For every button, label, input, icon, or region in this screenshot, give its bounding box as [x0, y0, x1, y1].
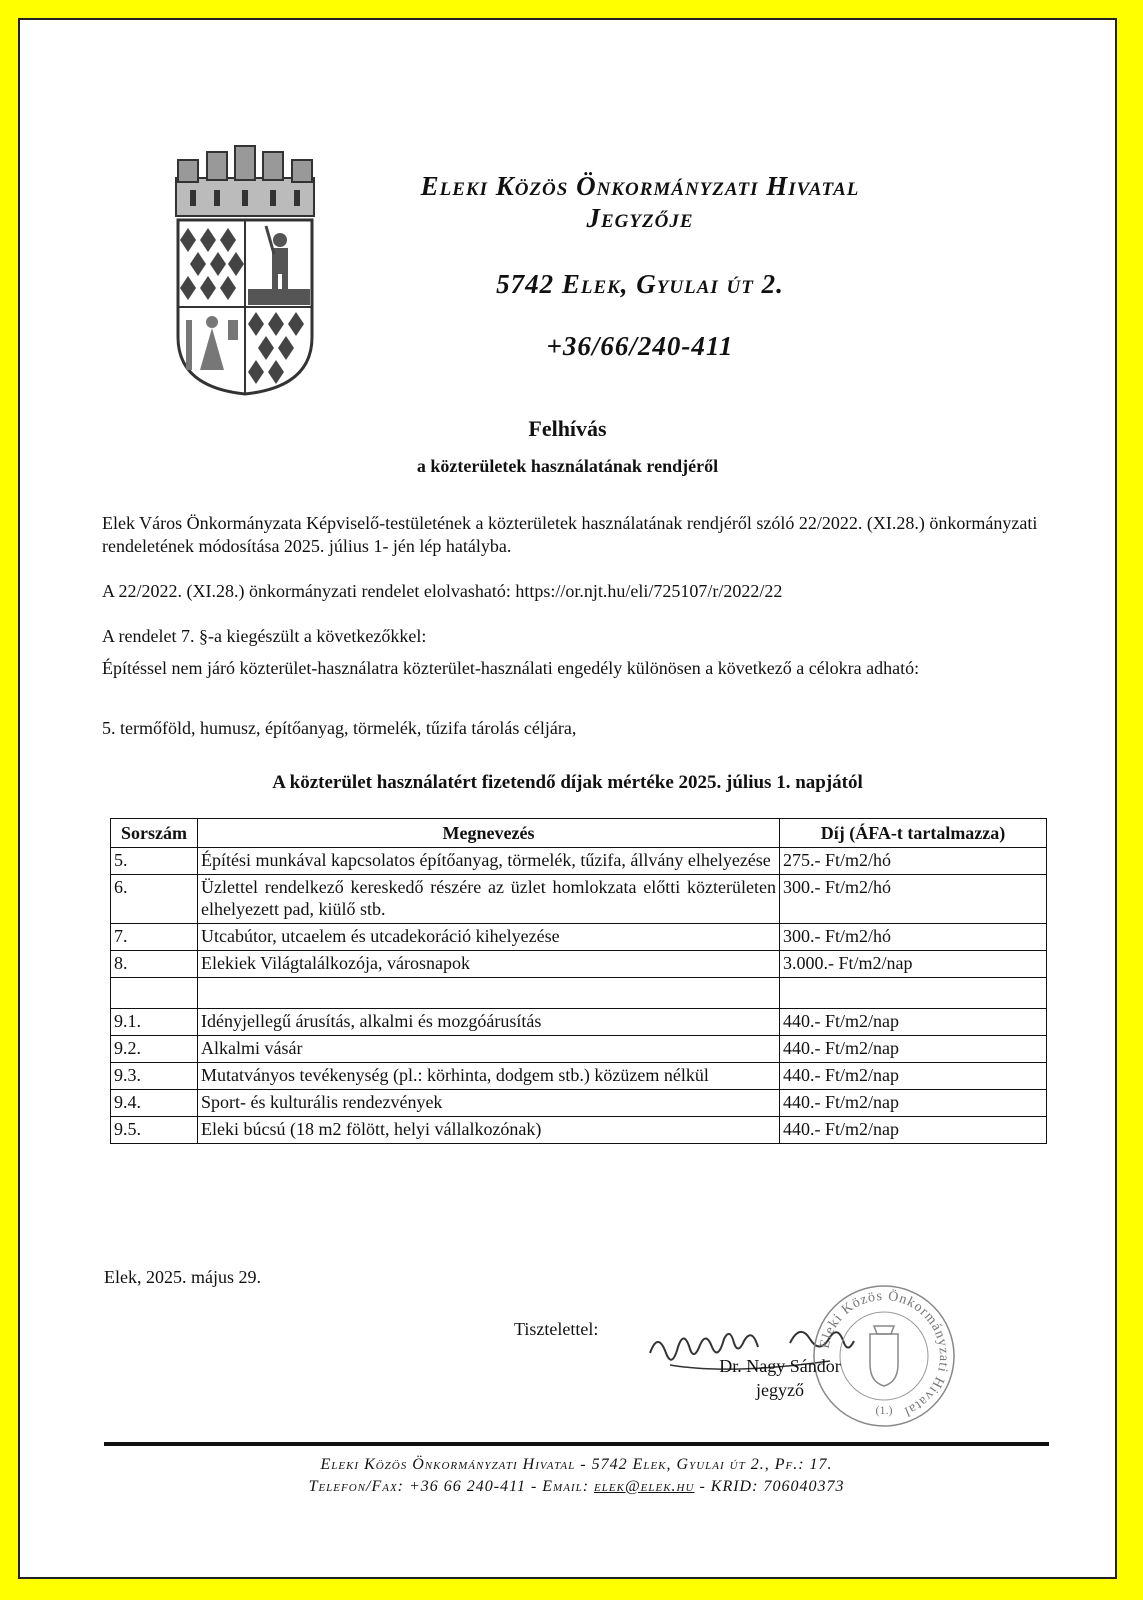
document-page	[18, 18, 1117, 1579]
row-fee	[780, 978, 1047, 1009]
row-number	[111, 978, 198, 1009]
table-title: A közterület használatért fizetendő díjak mértéke 2025. július 1. napjától	[272, 772, 863, 793]
table-row	[111, 1063, 1047, 1090]
row-number: 9.1.	[111, 1009, 198, 1036]
row-fee: 440.- Ft/m2/nap	[780, 1036, 1047, 1063]
table-row	[111, 875, 1047, 924]
row-description: Idényjellegű árusítás, alkalmi és mozgóárusítás	[198, 1009, 780, 1036]
table-row	[111, 1090, 1047, 1117]
row-number: 9.2.	[111, 1036, 198, 1063]
table-row	[111, 1009, 1047, 1036]
row-fee: 300.- Ft/m2/hó	[780, 924, 1047, 951]
closing: Tisztelettel:	[514, 1319, 599, 1339]
office-name: Eleki Közös Önkormányzati Hivatal	[420, 171, 860, 201]
paragraph: A 22/2022. (XI.28.) önkormányzati rendelet elolvasható: https://or.njt.hu/eli/725107/r/2022/22	[102, 581, 783, 601]
column-header: Megnevezés	[198, 819, 780, 848]
document-title: Felhívás	[528, 416, 607, 441]
row-description: Mutatványos tevékenység (pl.: körhinta, dodgem stb.) közüzem nélkül	[198, 1063, 780, 1090]
fee-table	[110, 818, 1047, 1144]
table-row	[111, 924, 1047, 951]
office-subtitle: Jegyzője	[586, 203, 694, 233]
row-number: 9.5.	[111, 1117, 198, 1144]
letterhead	[350, 170, 930, 362]
coat-of-arms-icon	[170, 142, 320, 397]
paragraph: Elek Város Önkormányzata Képviselő-testületének a közterületek használatának rendjéről szóló 22/2022. (XI.28.) önkormányzati rendeletének módosítása 2025. július 1- jén lép hatályba.	[102, 513, 1038, 556]
row-description: Elekiek Világtalálkozója, városnapok	[198, 951, 780, 978]
table-row	[111, 848, 1047, 875]
table-header-row	[111, 819, 1047, 848]
paragraph: Építéssel nem járó közterület-használatra közterület-használati engedély különösen a következő a célokra adható:	[102, 658, 920, 678]
paragraph: A rendelet 7. §-a kiegészült a következőkkel:	[102, 626, 427, 646]
row-description: Alkalmi vásár	[198, 1036, 780, 1063]
row-description: Üzlettel rendelkező kereskedő részére az üzlet homlokzata előtti közterületen elhelyezett pad, kiülő stb.	[198, 875, 780, 924]
footer-divider	[104, 1442, 1049, 1446]
footer-krid: - KRID: 706040373	[694, 1478, 845, 1495]
row-number: 9.4.	[111, 1090, 198, 1117]
stamp-number: (1.)	[875, 1403, 893, 1417]
row-fee: 440.- Ft/m2/nap	[780, 1090, 1047, 1117]
row-fee: 300.- Ft/m2/hó	[780, 875, 1047, 924]
table-row-empty	[111, 978, 1047, 1009]
column-header: Díj (ÁFA-t tartalmazza)	[780, 819, 1047, 848]
paragraph: 5. termőföld, humusz, építőanyag, törmelék, tűzifa tárolás céljára,	[102, 718, 577, 738]
row-number: 7.	[111, 924, 198, 951]
column-header: Sorszám	[111, 819, 198, 848]
place-date: Elek, 2025. május 29.	[104, 1267, 261, 1287]
office-phone: +36/66/240-411	[546, 331, 734, 361]
signer-block	[680, 1354, 880, 1402]
footer-contact	[104, 1478, 1049, 1496]
row-description: Építési munkával kapcsolatos építőanyag, törmelék, tűzifa, állvány elhelyezése	[198, 848, 780, 875]
row-number: 6.	[111, 875, 198, 924]
footer-email-link[interactable]: elek@elek.hu	[594, 1478, 695, 1495]
office-address: 5742 Elek, Gyulai út 2.	[496, 269, 784, 299]
row-description	[198, 978, 780, 1009]
row-description: Utcabútor, utcaelem és utcadekoráció kihelyezése	[198, 924, 780, 951]
row-description: Eleki búcsú (18 m2 fölött, helyi vállalkozónak)	[198, 1117, 780, 1144]
stamp-text: Eleki Közös Önkormányzati Hivatal	[817, 1288, 952, 1419]
table-row	[111, 951, 1047, 978]
row-number: 8.	[111, 951, 198, 978]
row-number: 9.3.	[111, 1063, 198, 1090]
signer-title: jegyző	[756, 1380, 804, 1400]
row-fee: 440.- Ft/m2/nap	[780, 1063, 1047, 1090]
table-row	[111, 1036, 1047, 1063]
row-description: Sport- és kulturális rendezvények	[198, 1090, 780, 1117]
document-subtitle: a közterületek használatának rendjéről	[416, 456, 719, 476]
row-fee: 3.000.- Ft/m2/nap	[780, 951, 1047, 978]
table-row	[111, 1117, 1047, 1144]
row-number: 5.	[111, 848, 198, 875]
row-fee: 440.- Ft/m2/nap	[780, 1009, 1047, 1036]
row-fee: 275.- Ft/m2/hó	[780, 848, 1047, 875]
signer-name: Dr. Nagy Sándor	[719, 1356, 841, 1376]
footer-phone: Telefon/Fax: +36 66 240-411 - Email:	[308, 1478, 595, 1495]
footer-address: Eleki Közös Önkormányzati Hivatal - 5742 Elek, Gyulai út 2., Pf.: 17.	[320, 1456, 833, 1473]
row-fee: 440.- Ft/m2/nap	[780, 1117, 1047, 1144]
